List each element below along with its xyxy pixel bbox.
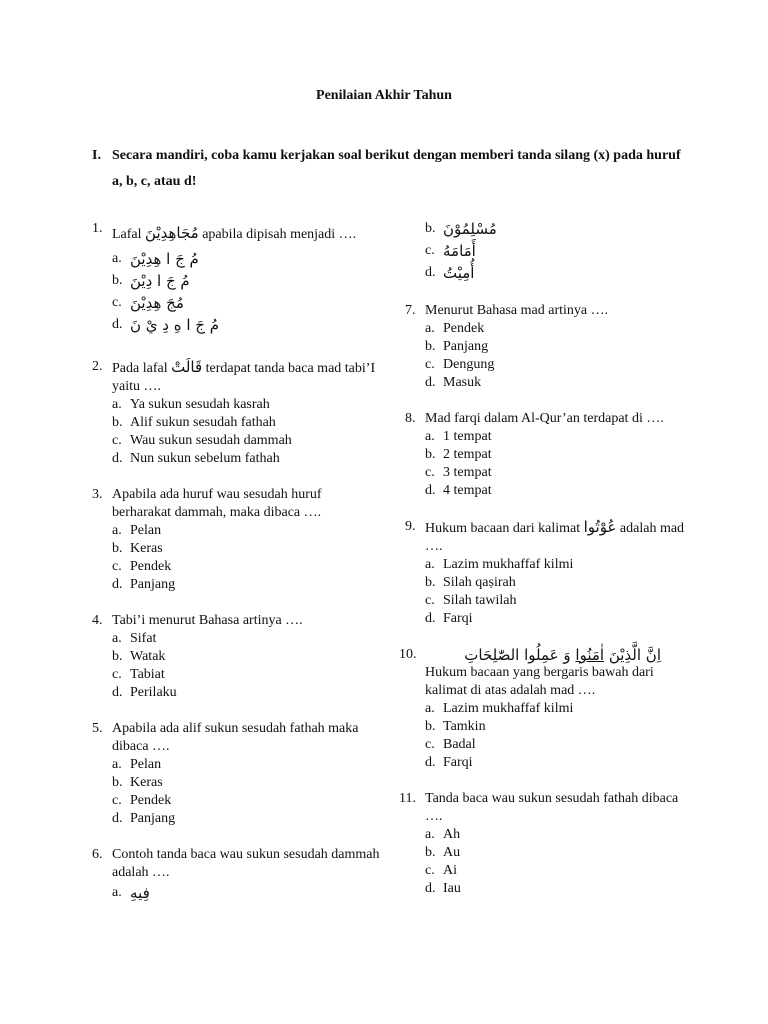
option-letter: b. <box>112 541 123 556</box>
question-3 <box>92 486 382 594</box>
option-letter: d. <box>425 881 436 896</box>
question-text <box>425 518 685 556</box>
option-letter: d. <box>112 811 123 826</box>
right-column <box>399 218 685 898</box>
option-c[interactable] <box>425 592 685 610</box>
option-text: 4 tempat <box>443 483 492 498</box>
option-letter: d. <box>112 577 123 592</box>
option-letter: d. <box>425 755 436 770</box>
option-letter: c. <box>425 593 435 608</box>
option-b[interactable] <box>425 446 685 464</box>
option-c[interactable] <box>112 292 382 314</box>
question-text: Mad farqi dalam Al-Qur’an terdapat di …. <box>425 411 664 426</box>
question-11 <box>399 790 685 898</box>
option-letter: d. <box>425 265 436 280</box>
question-6 <box>92 846 382 904</box>
option-d[interactable] <box>425 262 685 284</box>
option-letter: b. <box>112 775 123 790</box>
option-d[interactable] <box>112 810 382 828</box>
option-text: Tamkin <box>443 719 486 734</box>
question-8 <box>405 410 685 500</box>
arabic-part: اِنَّ الَّذِيْنَ <box>604 646 661 664</box>
option-letter: b. <box>425 339 436 354</box>
option-letter: c. <box>112 793 122 808</box>
option-text: مُجَ هِدِيْنَ <box>130 294 184 312</box>
option-text: Ai <box>443 863 457 878</box>
question-arabic-line <box>425 646 661 664</box>
question-number: 3. <box>92 487 103 502</box>
option-text: Lazim mukhaffaf kilmi <box>443 701 574 716</box>
question-7 <box>405 302 685 392</box>
option-letter: b. <box>425 575 436 590</box>
left-column <box>92 220 382 904</box>
option-text: Masuk <box>443 375 482 390</box>
option-letter: b. <box>425 845 436 860</box>
option-letter: d. <box>112 317 123 332</box>
option-c[interactable] <box>425 862 685 880</box>
option-letter: c. <box>112 295 122 310</box>
option-letter: a. <box>112 885 122 900</box>
option-letter: c. <box>112 667 122 682</box>
instruction-number: I. <box>92 148 101 163</box>
option-text: Keras <box>130 541 163 556</box>
arabic-part: وَ عَمِلُوا الصّٰلِحَاتِ <box>464 646 576 664</box>
option-b[interactable] <box>112 414 382 432</box>
question-number: 2. <box>92 359 103 374</box>
option-letter: b. <box>425 221 436 236</box>
option-letter: a. <box>112 757 122 772</box>
page-title: Penilaian Akhir Tahun <box>316 88 452 103</box>
option-b[interactable] <box>425 718 685 736</box>
option-d[interactable] <box>112 576 382 594</box>
question-text: Apabila ada alif sukun sesudah fathah maka dibaca …. <box>112 721 359 754</box>
option-text: Pendek <box>443 321 485 336</box>
question-text <box>112 220 382 248</box>
option-text: أُمِيْتُ <box>443 264 475 282</box>
option-a[interactable] <box>425 556 685 574</box>
option-text: مُ جَ ا هِ دِ يْ نَ <box>130 316 220 334</box>
question-text: Contoh tanda baca wau sukun sesudah dammah adalah …. <box>112 847 380 880</box>
option-d[interactable] <box>425 482 685 500</box>
option-d[interactable] <box>425 754 685 772</box>
option-text: مُسْلِمُوْنَ <box>443 220 497 238</box>
question-text: Tabi’i menurut Bahasa artinya …. <box>112 613 303 628</box>
option-b[interactable] <box>425 574 685 592</box>
option-text: 3 tempat <box>443 465 492 480</box>
option-text: مُ جَ ا هِدِيْنَ <box>130 250 199 268</box>
option-letter: b. <box>425 447 436 462</box>
option-c[interactable] <box>425 464 685 482</box>
option-letter: a. <box>112 631 122 646</box>
option-d[interactable] <box>112 684 382 702</box>
question-1 <box>92 220 382 336</box>
option-b[interactable] <box>425 844 685 862</box>
option-text: Wau sukun sesudah dammah <box>130 433 292 448</box>
question-pre: Lafal <box>112 227 142 242</box>
option-text: Silah tawilah <box>443 593 517 608</box>
option-c[interactable] <box>425 356 685 374</box>
option-b[interactable] <box>112 270 382 292</box>
question-9 <box>405 518 685 628</box>
option-letter: c. <box>425 737 435 752</box>
option-text: Panjang <box>443 339 489 354</box>
option-c[interactable] <box>425 240 685 262</box>
question-text <box>112 358 382 396</box>
option-letter: c. <box>112 559 122 574</box>
option-letter: b. <box>425 719 436 734</box>
option-c[interactable] <box>112 432 382 450</box>
option-text: Watak <box>130 649 166 664</box>
option-text: Pelan <box>130 523 162 538</box>
question-text: Menurut Bahasa mad artinya …. <box>425 303 609 318</box>
option-text: Sifat <box>130 631 157 646</box>
option-text: مُ جَ ا دِيْنَ <box>130 272 190 290</box>
option-text: Pendek <box>130 793 172 808</box>
option-a[interactable] <box>112 522 382 540</box>
option-letter: b. <box>112 649 123 664</box>
option-text: Badal <box>443 737 476 752</box>
option-a[interactable] <box>112 396 382 414</box>
option-text: Perilaku <box>130 685 177 700</box>
option-c[interactable] <box>112 558 382 576</box>
option-text: Alif sukun sesudah fathah <box>130 415 276 430</box>
option-text: Iau <box>443 881 461 896</box>
question-text: Hukum bacaan yang bergaris bawah dari kalimat di atas adalah mad …. <box>425 665 654 698</box>
option-text: Pelan <box>130 757 162 772</box>
option-letter: c. <box>425 465 435 480</box>
option-letter: a. <box>425 321 435 336</box>
option-a[interactable] <box>425 826 685 844</box>
option-text: Keras <box>130 775 163 790</box>
option-c[interactable] <box>112 666 382 684</box>
option-letter: d. <box>425 375 436 390</box>
option-c[interactable] <box>425 736 685 754</box>
option-a[interactable] <box>425 428 685 446</box>
option-b[interactable] <box>112 774 382 792</box>
option-letter: b. <box>112 273 123 288</box>
option-b[interactable] <box>112 648 382 666</box>
option-text: Au <box>443 845 461 860</box>
option-letter: b. <box>112 415 123 430</box>
option-letter: a. <box>425 701 435 716</box>
option-b[interactable] <box>425 218 685 240</box>
option-d[interactable] <box>425 610 685 628</box>
option-text: Dengung <box>443 357 495 372</box>
option-letter: c. <box>112 433 122 448</box>
option-letter: d. <box>425 611 436 626</box>
question-number: 8. <box>405 411 416 426</box>
instruction-text: Secara mandiri, coba kamu kerjakan soal berikut dengan memberi tanda silang (x) pada huruf a, b, c, atau d! <box>112 148 681 189</box>
question-arabic: عُوْتُوا <box>583 518 617 536</box>
option-letter: d. <box>112 451 123 466</box>
question-text: Apabila ada huruf wau sesudah huruf berharakat dammah, maka dibaca …. <box>112 487 322 520</box>
option-letter: c. <box>425 243 435 258</box>
option-a[interactable] <box>112 756 382 774</box>
question-number: 11. <box>399 791 416 806</box>
option-text: Lazim mukhaffaf kilmi <box>443 557 574 572</box>
question-number: 9. <box>405 519 416 534</box>
option-d[interactable] <box>112 314 382 336</box>
question-6-continued <box>405 218 685 284</box>
option-text: فِيهِ <box>130 884 150 902</box>
option-letter: c. <box>425 357 435 372</box>
option-text: Panjang <box>130 811 176 826</box>
option-letter: c. <box>425 863 435 878</box>
option-letter: d. <box>425 483 436 498</box>
option-letter: a. <box>112 523 122 538</box>
option-d[interactable] <box>425 880 685 898</box>
question-number: 10. <box>399 647 417 662</box>
option-letter: a. <box>425 827 435 842</box>
option-a[interactable] <box>112 248 382 270</box>
option-letter: a. <box>425 429 435 444</box>
option-text: 2 tempat <box>443 447 492 462</box>
option-d[interactable] <box>425 374 685 392</box>
question-pre: Pada lafal <box>112 361 168 376</box>
question-arabic: قَالَتْ <box>171 358 203 376</box>
question-number: 5. <box>92 721 103 736</box>
option-d[interactable] <box>112 450 382 468</box>
option-a[interactable] <box>425 700 685 718</box>
option-text: Farqi <box>443 611 473 626</box>
option-text: Ah <box>443 827 461 842</box>
option-text: Ya sukun sesudah kasrah <box>130 397 270 412</box>
question-5 <box>92 720 382 828</box>
instruction <box>92 143 692 195</box>
option-text: 1 tempat <box>443 429 492 444</box>
question-post: apabila dipisah menjadi …. <box>202 227 357 242</box>
question-pre: Hukum bacaan dari kalimat <box>425 521 581 536</box>
question-number: 6. <box>92 847 103 862</box>
option-b[interactable] <box>425 338 685 356</box>
question-text: Tanda baca wau sukun sesudah fathah dibaca …. <box>425 791 679 824</box>
option-a[interactable] <box>425 320 685 338</box>
question-number: 4. <box>92 613 103 628</box>
option-text: Tabiat <box>130 667 165 682</box>
option-b[interactable] <box>112 540 382 558</box>
question-post: terdapat tanda baca mad tabi’I yaitu …. <box>112 361 376 394</box>
option-text: Panjang <box>130 577 176 592</box>
option-text: Nun sukun sebelum fathah <box>130 451 280 466</box>
option-a[interactable] <box>112 630 382 648</box>
option-text: أَمَامَهُ <box>443 242 476 260</box>
question-number: 7. <box>405 303 416 318</box>
option-letter: a. <box>112 397 122 412</box>
question-post: adalah mad …. <box>425 521 685 554</box>
option-c[interactable] <box>112 792 382 810</box>
option-text: Pendek <box>130 559 172 574</box>
arabic-underlined: اٰمَنُوا <box>575 646 605 664</box>
option-a[interactable] <box>112 882 382 904</box>
question-arabic: مُجَاهِدِيْنَ <box>145 224 199 242</box>
question-2 <box>92 358 382 468</box>
option-letter: a. <box>425 557 435 572</box>
option-letter: d. <box>112 685 123 700</box>
question-4 <box>92 612 382 702</box>
option-letter: a. <box>112 251 122 266</box>
question-number: 1. <box>92 221 103 236</box>
question-10 <box>399 646 685 772</box>
option-text: Farqi <box>443 755 473 770</box>
option-text: Silah qaṣirah <box>443 575 516 590</box>
